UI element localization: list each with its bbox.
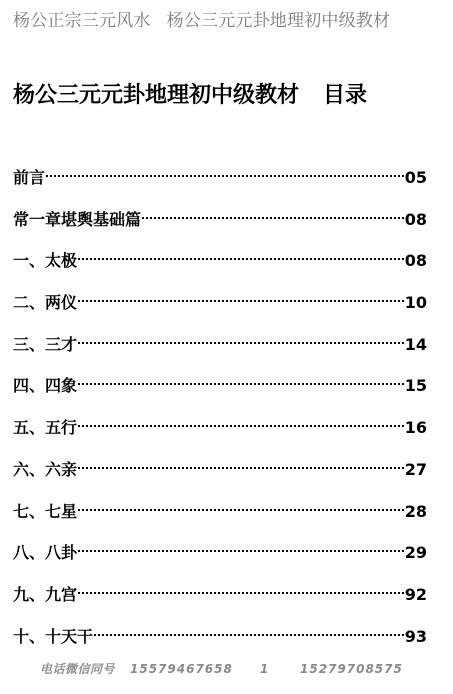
footer-phone-1: 15579467658 [130, 662, 233, 676]
footer-contact-label: 电话微信同号 [40, 662, 116, 676]
toc-entry [13, 581, 427, 623]
footer-phone-2: 15279708575 [300, 662, 403, 676]
toc-entry-page: 05 [404, 168, 427, 187]
footer-page-number: 1 [260, 662, 269, 676]
page-title-suffix: 目录 [323, 82, 368, 108]
toc-entry [13, 164, 427, 206]
toc-dot-leader [142, 217, 404, 219]
toc-entry [13, 247, 427, 289]
toc-entry-label: 九、九宫 [13, 584, 78, 604]
running-header-left: 杨公正宗三元风水 [13, 11, 151, 31]
toc-dot-leader [78, 342, 404, 344]
toc-dot-leader [78, 509, 404, 511]
toc-entry [13, 289, 427, 331]
toc-entry [13, 206, 427, 248]
toc-entry-page: 29 [404, 543, 427, 563]
toc-dot-leader [78, 258, 404, 260]
toc-dot-leader [78, 425, 404, 427]
toc-entry-label: 八、八卦 [13, 543, 78, 563]
toc-dot-leader [78, 383, 404, 385]
toc-entry-label: 二、两仪 [13, 293, 78, 313]
table-of-contents [13, 164, 427, 664]
toc-entry-page: 15 [404, 376, 427, 396]
toc-dot-leader [78, 550, 404, 552]
toc-entry-label: 常一章堪舆基础篇 [13, 209, 142, 229]
toc-entry-page: 92 [404, 584, 427, 604]
running-header [13, 7, 443, 35]
toc-dot-leader [94, 634, 404, 636]
toc-entry [13, 372, 427, 414]
toc-entry-page: 08 [404, 251, 427, 271]
toc-entry [13, 414, 427, 456]
toc-entry-label: 一、太极 [13, 251, 78, 271]
toc-entry-page: 08 [404, 209, 427, 229]
toc-entry-page: 27 [404, 459, 427, 479]
toc-entry-label: 十、十天干 [13, 626, 94, 646]
toc-entry-label: 五、五行 [13, 418, 78, 438]
toc-entry-page: 16 [404, 418, 427, 438]
toc-entry-label: 三、三才 [13, 334, 78, 354]
toc-entry-label: 四、四象 [13, 376, 78, 396]
toc-entry [13, 623, 427, 665]
toc-entry-page: 14 [404, 334, 427, 354]
toc-entry-label: 七、七星 [13, 501, 78, 521]
page-title [13, 78, 443, 112]
toc-entry-page: 10 [404, 293, 427, 313]
running-header-right: 杨公三元元卦地理初中级教材 [166, 11, 391, 31]
toc-dot-leader [78, 300, 404, 302]
toc-dot-leader [78, 467, 404, 469]
toc-entry [13, 539, 427, 581]
toc-entry [13, 456, 427, 498]
page-footer [40, 661, 440, 677]
toc-entry-page: 93 [404, 626, 427, 646]
toc-entry [13, 498, 427, 540]
toc-entry-page: 28 [404, 501, 427, 521]
page-title-main: 杨公三元元卦地理初中级教材 [13, 82, 300, 108]
toc-entry-label: 前言 [13, 168, 46, 187]
toc-dot-leader [78, 592, 404, 594]
toc-entry-label: 六、六亲 [13, 459, 78, 479]
toc-dot-leader [46, 175, 404, 177]
toc-entry [13, 331, 427, 373]
